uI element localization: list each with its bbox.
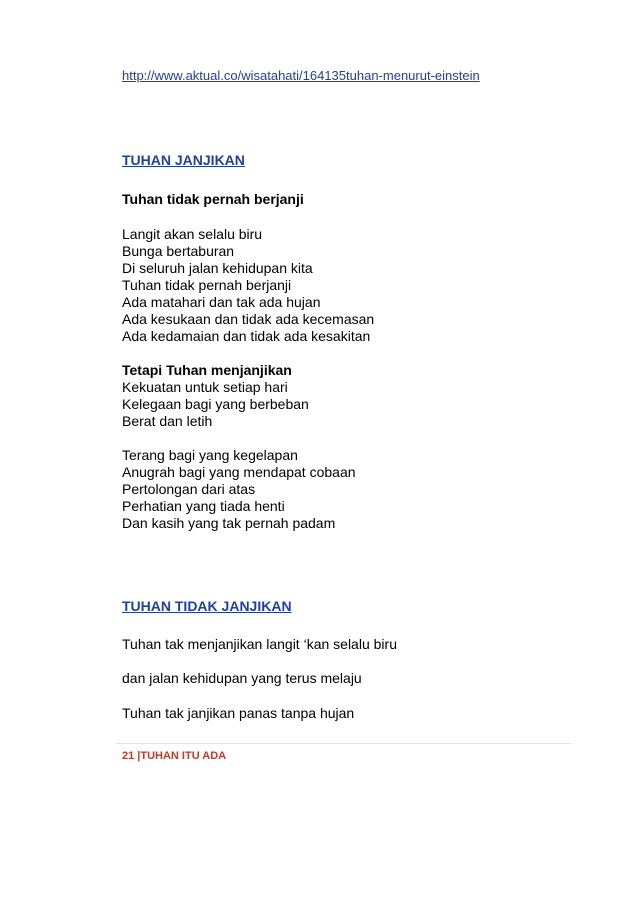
poem-line: Terang bagi yang kegelapan	[122, 447, 298, 463]
source-link[interactable]: http://www.aktual.co/wisatahati/164135tuhan-menurut-einstein	[122, 68, 480, 83]
poem-line: Kelegaan bagi yang berbeban	[122, 396, 309, 412]
poem-line: dan jalan kehidupan yang terus melaju	[122, 670, 362, 686]
stanza-title: Tetapi Tuhan menjanjikan	[122, 362, 292, 378]
section-heading-tuhan-tidak-janjikan: TUHAN TIDAK JANJIKAN	[122, 598, 292, 614]
poem-line: Bunga bertaburan	[122, 243, 235, 259]
poem-line: Berat dan letih	[122, 413, 213, 429]
section-heading-tuhan-janjikan: TUHAN JANJIKAN	[122, 152, 245, 168]
poem-line: Tuhan tak menjanjikan langit ‘kan selalu biru	[122, 636, 397, 652]
poem-line: Ada kesukaan dan tidak ada kecemasan	[122, 311, 375, 327]
footer-divider	[116, 743, 571, 744]
poem-line: Tuhan tak janjikan panas tanpa hujan	[122, 705, 355, 721]
poem-line: Di seluruh jalan kehidupan kita	[122, 260, 313, 276]
poem-line: Perhatian yang tiada henti	[122, 498, 285, 514]
poem-line: Tuhan tidak pernah berjanji	[122, 277, 292, 293]
poem-line: Kekuatan untuk setiap hari	[122, 379, 288, 395]
poem-line: Pertolongan dari atas	[122, 481, 256, 497]
poem-line: Ada matahari dan tak ada hujan	[122, 294, 321, 310]
page-footer: 21 |TUHAN ITU ADA	[122, 750, 227, 762]
poem-line: Langit akan selalu biru	[122, 226, 263, 242]
poem-subtitle: Tuhan tidak pernah berjanji	[122, 191, 304, 207]
poem-line: Ada kedamaian dan tidak ada kesakitan	[122, 328, 371, 344]
poem-line: Anugrah bagi yang mendapat cobaan	[122, 464, 356, 480]
poem-line: Dan kasih yang tak pernah padam	[122, 515, 336, 531]
